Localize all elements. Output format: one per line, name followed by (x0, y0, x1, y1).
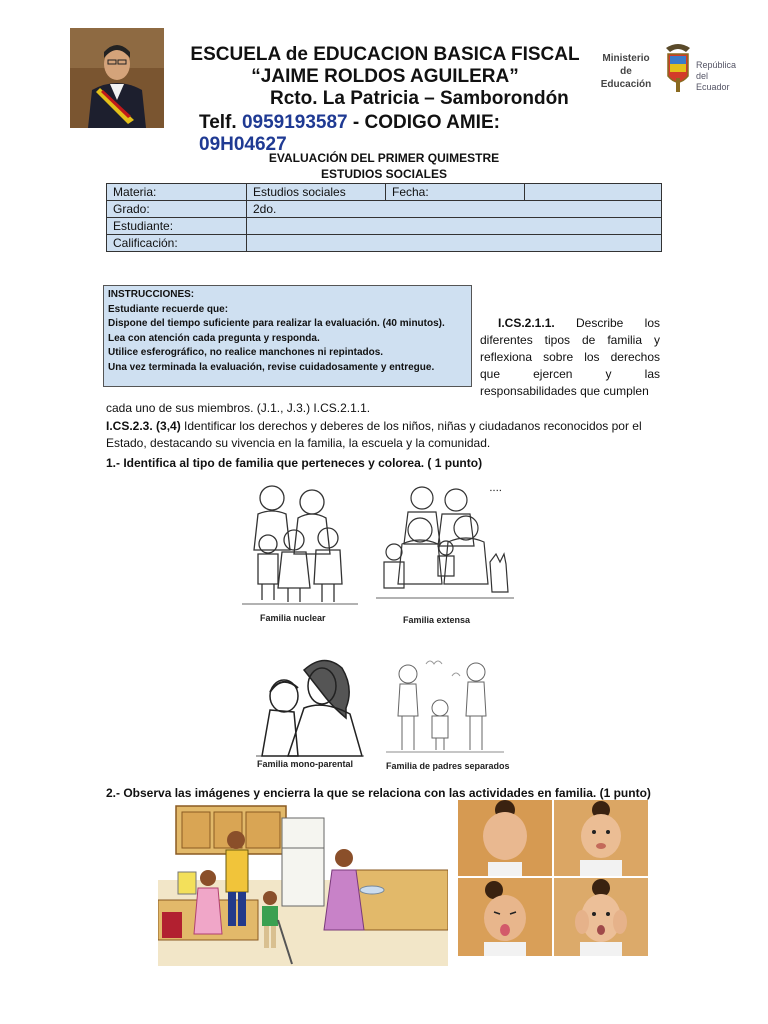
materia-label: Materia: (107, 184, 247, 201)
evaluation-title-line1: EVALUACIÓN DEL PRIMER QUIMESTRE (268, 151, 500, 165)
calificacion-value[interactable] (247, 235, 662, 252)
ecuador-shield-icon (662, 40, 694, 96)
instruction-line: Lea con atención cada pregunta y responda. (108, 332, 320, 344)
family-mono-parental-drawing[interactable] (254, 652, 366, 758)
indicator-1-code: I.CS.2.1.1. (498, 316, 555, 330)
family-extensa-drawing[interactable] (372, 484, 518, 608)
girl-photo-1[interactable] (458, 800, 552, 876)
instruction-line: Dispone del tiempo suficiente para realizar la evaluación. (40 minutos). (108, 318, 445, 329)
school-header (180, 44, 590, 156)
question-1: 1.- Identifica al tipo de familia que perteneces y colorea. ( 1 punto) (106, 456, 483, 470)
school-subname: “JAIME ROLDOS AGUILERA” (251, 66, 519, 87)
family-nuclear-drawing[interactable] (234, 480, 364, 608)
evaluation-title-line2: ESTUDIOS SOCIALES (320, 167, 448, 181)
kitchen-family-illustration[interactable] (158, 800, 448, 966)
svg-text:▪ ▪ ▪ ▪: ▪ ▪ ▪ ▪ (490, 488, 502, 494)
estudiante-label: Estudiante: (107, 218, 247, 235)
codigo-label: - CODIGO AMIE: (347, 112, 500, 133)
indicator-2-text (106, 418, 662, 452)
school-location: Rcto. La Patricia – Samborondón (270, 88, 569, 109)
instruction-line: Utilice esferográfico, no realice manchones ni repintados. (108, 347, 384, 358)
grado-label: Grado: (107, 201, 247, 218)
president-portrait (70, 28, 164, 128)
codigo-value: 09H04627 (199, 134, 287, 155)
girl-photo-4[interactable] (554, 878, 648, 956)
table-row (107, 218, 662, 235)
telf-label: Telf. (199, 112, 237, 133)
table-row (107, 235, 662, 252)
calificacion-label: Calificación: (107, 235, 247, 252)
indicator-2-body: Identificar los derechos y deberes de los niños, niñas y ciudadanos reconocidos por el Estado, destacando su vivencia en la familia, la escuela y la comunidad. (106, 419, 642, 450)
fecha-label: Fecha: (386, 184, 525, 201)
caption-extensa: Familia extensa (403, 615, 471, 625)
caption-separados: Familia de padres separados (386, 761, 510, 771)
grado-value[interactable]: 2do. (247, 201, 662, 218)
telf-value: 0959193587 (241, 112, 348, 133)
fecha-value[interactable] (525, 184, 662, 201)
indicator-1-continuation: cada uno de sus miembros. (J.1., J.3.) I.CS.2.1.1. (106, 401, 371, 415)
girl-photo-3[interactable] (458, 878, 552, 956)
estudiante-value[interactable] (247, 218, 662, 235)
table-row (107, 201, 662, 218)
instructions-heading: INSTRUCCIONES: (108, 289, 195, 300)
question-2: 2.- Observa las imágenes y encierra la que se relaciona con las actividades en familia. (1 punto) (106, 786, 651, 800)
caption-mono-parental: Familia mono-parental (257, 759, 354, 769)
school-name: ESCUELA de EDUCACION BASICA FISCAL (190, 44, 580, 65)
ministerio-logo-text: Ministerio de Educación (600, 53, 652, 90)
student-info-table (106, 183, 662, 252)
indicator-2-code: I.CS.2.3. (3,4) (106, 419, 181, 433)
indicator-1-text (480, 315, 660, 400)
family-separados-drawing[interactable] (382, 656, 508, 758)
materia-value[interactable]: Estudios sociales (247, 184, 386, 201)
republica-logo-text: República del Ecuador (696, 60, 737, 92)
instructions-box (103, 285, 472, 387)
instruction-line: Estudiante recuerde que: (108, 303, 229, 315)
girl-photo-grid (458, 800, 648, 956)
caption-nuclear: Familia nuclear (260, 613, 326, 623)
evaluation-title (0, 150, 768, 182)
indicator-1-body: Describe los diferentes tipos de familia y reflexiona sobre los derechos que ejercen y las responsabilidades que cumplen (480, 316, 660, 398)
girl-photo-2[interactable] (554, 800, 648, 876)
instruction-line: Una vez terminada la evaluación, revise cuidadosamente y entregue. (108, 361, 435, 373)
table-row (107, 184, 662, 201)
